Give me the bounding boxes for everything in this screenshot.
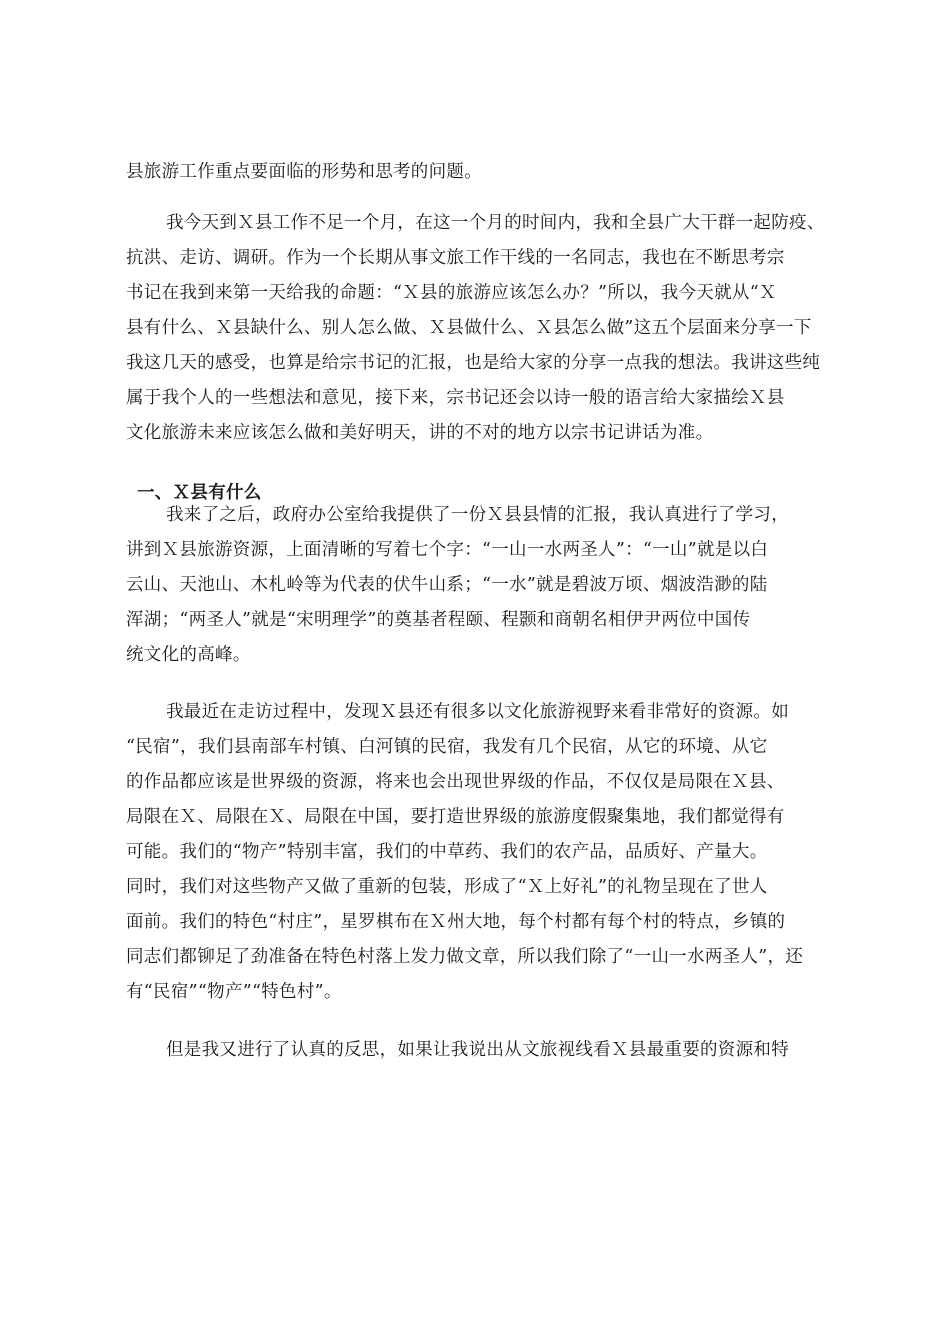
text-line: 局限在Ｘ、局限在Ｘ、局限在中国，要打造世界级的旅游度假聚集地，我们都觉得有 xyxy=(126,807,785,827)
text-line: 同时，我们对这些物产又做了重新的包装，形成了“Ｘ上好礼”的礼物呈现在了世人 xyxy=(126,877,768,897)
text-line: 书记在我到来第一天给我的命题：“Ｘ县的旅游应该怎么办？”所以，我今天就从“Ｘ xyxy=(126,283,777,303)
text-line: 县旅游工作重点要面临的形势和思考的问题。 xyxy=(126,162,482,182)
text-line: 属于我个人的一些想法和意见，接下来，宗书记还会以诗一般的语言给大家描绘Ｘ县 xyxy=(126,388,785,408)
text-line: 文化旅游未来应该怎么做和美好明天，讲的不对的地方以宗书记讲话为准。 xyxy=(126,423,714,443)
text-line: 可能。我们的“物产”特别丰富，我们的中草药、我们的农产品，品质好、产量大。 xyxy=(126,842,768,862)
text-line: 的作品都应该是世界级的资源，将来也会出现世界级的作品，不仅仅是局限在Ｘ县、 xyxy=(126,772,785,792)
section-heading: 一、Ｘ县有什么 xyxy=(137,483,262,503)
text-line: “民宿”，我们县南部车村镇、白河镇的民宿，我发有几个民宿，从它的环境、从它 xyxy=(126,737,768,757)
text-line: 县有什么、Ｘ县缺什么、别人怎么做、Ｘ县做什么、Ｘ县怎么做”这五个层面来分享一下 xyxy=(126,318,812,338)
paragraph-first-line: 但是我又进行了认真的反思，如果让我说出从文旅视线看Ｘ县最重要的资源和特 xyxy=(166,1040,789,1060)
text-line: 浑湖；“两圣人”就是“宋明理学”的奠基者程颐、程颢和商朝名相伊尹两位中国传 xyxy=(126,610,751,630)
text-line: 统文化的高峰。 xyxy=(126,645,251,665)
text-line: 云山、天池山、木札岭等为代表的伏牛山系；“一水”就是碧波万顷、烟波浩渺的陆 xyxy=(126,575,768,595)
text-line: 我这几天的感受，也算是给宗书记的汇报，也是给大家的分享一点我的想法。我讲这些纯 xyxy=(126,353,821,373)
text-line: 讲到Ｘ县旅游资源，上面清晰的写着七个字：“一山一水两圣人”：“一山”就是以白 xyxy=(126,540,769,560)
paragraph-first-line: 我最近在走访过程中，发现Ｘ县还有很多以文化旅游视野来看非常好的资源。如 xyxy=(166,702,789,722)
text-line: 同志们都铆足了劲准备在特色村落上发力做文章，所以我们除了“一山一水两圣人”，还 xyxy=(126,947,804,967)
text-line: 抗洪、走访、调研。作为一个长期从事文旅工作干线的一名同志，我也在不断思考宗 xyxy=(126,248,785,268)
paragraph-first-line: 我今天到Ｘ县工作不足一个月，在这一个月的时间内，我和全县广大干群一起防疫、 xyxy=(166,213,825,233)
paragraph-first-line: 我来了之后，政府办公室给我提供了一份Ｘ县县情的汇报，我认真进行了学习， xyxy=(166,505,789,525)
text-line: 面前。我们的特色“村庄”，星罗棋布在Ｘ州大地，每个村都有每个村的特点，乡镇的 xyxy=(126,912,786,932)
text-line: 有“民宿”“物产”“特色村”。 xyxy=(126,982,342,1002)
